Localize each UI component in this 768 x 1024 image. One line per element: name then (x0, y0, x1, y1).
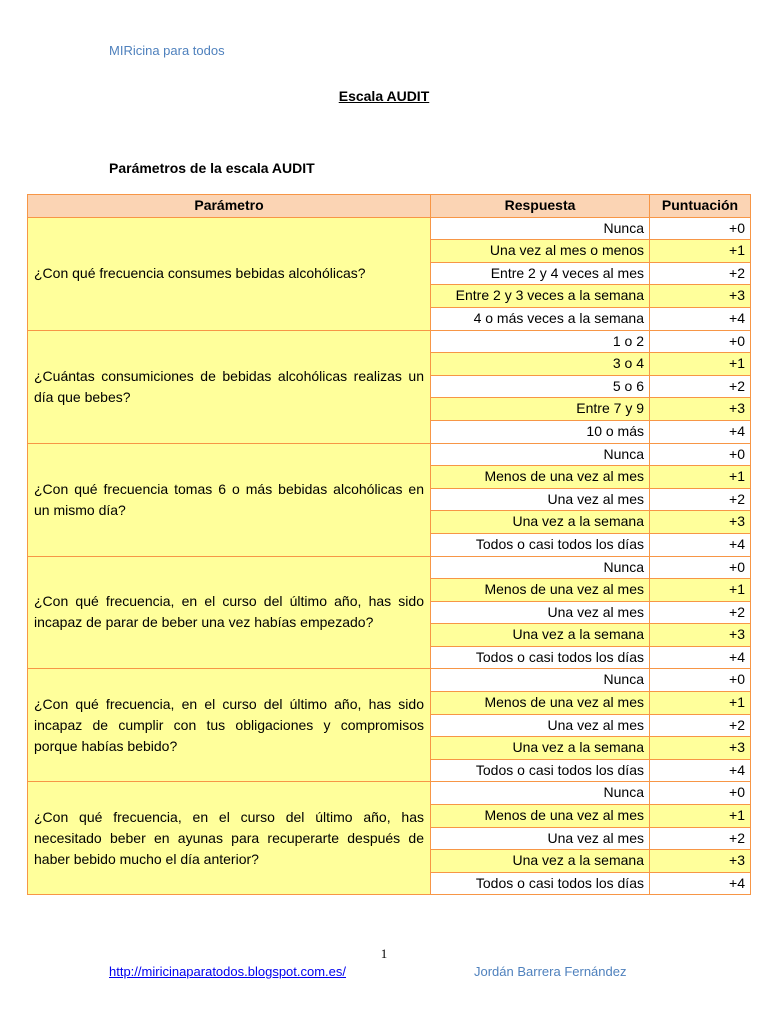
answer-cell: Menos de una vez al mes (431, 805, 650, 828)
answer-cell: Nunca (431, 669, 650, 692)
answer-cell: Nunca (431, 782, 650, 805)
answer-cell: Todos o casi todos los días (431, 646, 650, 669)
score-cell: +2 (650, 601, 751, 624)
score-cell: +3 (650, 624, 751, 647)
answer-cell: Menos de una vez al mes (431, 466, 650, 489)
score-cell: +1 (650, 353, 751, 376)
table-row (28, 443, 751, 466)
answer-cell: Todos o casi todos los días (431, 759, 650, 782)
table-row (28, 217, 751, 240)
audit-table (27, 194, 751, 895)
document-title: Escala AUDIT (338, 88, 430, 104)
answer-cell: 5 o 6 (431, 375, 650, 398)
score-cell: +0 (650, 669, 751, 692)
answer-cell: Todos o casi todos los días (431, 533, 650, 556)
score-cell: +4 (650, 646, 751, 669)
table-row (28, 669, 751, 692)
section-title: Parámetros de la escala AUDIT (109, 160, 315, 176)
score-cell: +0 (650, 330, 751, 353)
question-cell: ¿Con qué frecuencia, en el curso del último año, has sido incapaz de cumplir con tus obligaciones y compromisos porque habías bebido? (28, 669, 431, 782)
answer-cell: Entre 2 y 3 veces a la semana (431, 285, 650, 308)
score-cell: +0 (650, 217, 751, 240)
column-header-respuesta: Respuesta (431, 195, 650, 218)
answer-cell: Todos o casi todos los días (431, 872, 650, 895)
question-cell: ¿Con qué frecuencia, en el curso del último año, has sido incapaz de parar de beber una vez habías empezado? (28, 556, 431, 669)
score-cell: +3 (650, 285, 751, 308)
score-cell: +0 (650, 556, 751, 579)
score-cell: +2 (650, 714, 751, 737)
site-title: MIRicina para todos (109, 43, 225, 58)
question-cell: ¿Cuántas consumiciones de bebidas alcohólicas realizas un día que bebes? (28, 330, 431, 443)
score-cell: +3 (650, 511, 751, 534)
score-cell: +1 (650, 692, 751, 715)
page-number: 1 (380, 946, 388, 961)
score-cell: +3 (650, 398, 751, 421)
score-cell: +0 (650, 782, 751, 805)
score-cell: +2 (650, 488, 751, 511)
score-cell: +4 (650, 307, 751, 330)
score-cell: +2 (650, 827, 751, 850)
answer-cell: Una vez al mes (431, 601, 650, 624)
score-cell: +1 (650, 240, 751, 263)
blog-link[interactable]: http://miricinaparatodos.blogspot.com.es/ (109, 964, 347, 979)
answer-cell: Entre 2 y 4 veces al mes (431, 262, 650, 285)
score-cell: +3 (650, 737, 751, 760)
table-header-row (28, 195, 751, 218)
score-cell: +4 (650, 420, 751, 443)
answer-cell: Entre 7 y 9 (431, 398, 650, 421)
score-cell: +2 (650, 262, 751, 285)
question-cell: ¿Con qué frecuencia consumes bebidas alcohólicas? (28, 217, 431, 330)
answer-cell: Una vez al mes (431, 714, 650, 737)
answer-cell: 3 o 4 (431, 353, 650, 376)
score-cell: +4 (650, 533, 751, 556)
question-cell: ¿Con qué frecuencia tomas 6 o más bebidas alcohólicas en un mismo día? (28, 443, 431, 556)
answer-cell: Nunca (431, 217, 650, 240)
answer-cell: Una vez a la semana (431, 624, 650, 647)
answer-cell: Nunca (431, 556, 650, 579)
answer-cell: Una vez a la semana (431, 511, 650, 534)
question-cell: ¿Con qué frecuencia, en el curso del último año, has necesitado beber en ayunas para recuperarte después de haber bebido mucho el día anterior? (28, 782, 431, 895)
table-row (28, 556, 751, 579)
score-cell: +4 (650, 872, 751, 895)
score-cell: +1 (650, 466, 751, 489)
score-cell: +3 (650, 850, 751, 873)
answer-cell: Una vez al mes o menos (431, 240, 650, 263)
column-header-puntuacion: Puntuación (650, 195, 751, 218)
answer-cell: Una vez al mes (431, 827, 650, 850)
answer-cell: Nunca (431, 443, 650, 466)
answer-cell: 1 o 2 (431, 330, 650, 353)
table-row (28, 330, 751, 353)
answer-cell: Menos de una vez al mes (431, 692, 650, 715)
answer-cell: Una vez a la semana (431, 737, 650, 760)
footer-author: Jordán Barrera Fernández (474, 964, 627, 979)
column-header-parametro: Parámetro (28, 195, 431, 218)
table-row (28, 782, 751, 805)
answer-cell: Una vez a la semana (431, 850, 650, 873)
score-cell: +4 (650, 759, 751, 782)
score-cell: +1 (650, 579, 751, 602)
answer-cell: 4 o más veces a la semana (431, 307, 650, 330)
answer-cell: Una vez al mes (431, 488, 650, 511)
answer-cell: Menos de una vez al mes (431, 579, 650, 602)
score-cell: +1 (650, 805, 751, 828)
answer-cell: 10 o más (431, 420, 650, 443)
score-cell: +0 (650, 443, 751, 466)
score-cell: +2 (650, 375, 751, 398)
